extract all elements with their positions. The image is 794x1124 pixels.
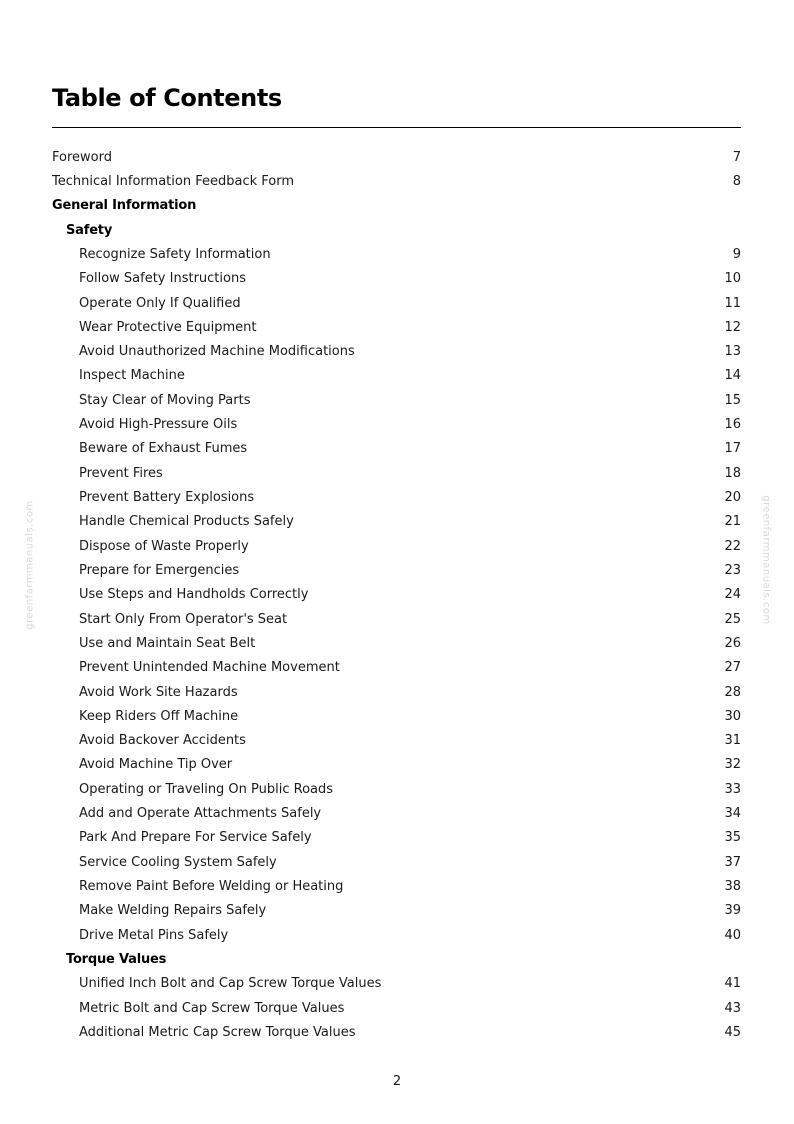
toc-entry-page-number: 21 bbox=[724, 514, 741, 530]
toc-entry[interactable] bbox=[52, 607, 741, 631]
toc-entry-label: Wear Protective Equipment bbox=[79, 319, 257, 335]
toc-entry-label: Handle Chemical Products Safely bbox=[79, 514, 294, 530]
toc-entry[interactable] bbox=[52, 364, 741, 388]
toc-entry-label: Prevent Battery Explosions bbox=[79, 490, 255, 506]
toc-entry-label: Avoid Work Site Hazards bbox=[79, 684, 238, 700]
toc-entry-label: Avoid Unauthorized Machine Modifications bbox=[79, 344, 355, 360]
toc-section-heading bbox=[52, 218, 741, 242]
toc-entry[interactable] bbox=[52, 169, 741, 193]
toc-entry-label: Additional Metric Cap Screw Torque Values bbox=[79, 1024, 356, 1040]
toc-entry-label: Recognize Safety Information bbox=[79, 246, 271, 262]
toc-entry-page-number: 8 bbox=[732, 173, 741, 189]
toc-entry[interactable] bbox=[52, 485, 741, 509]
toc-entry-page-number: 35 bbox=[724, 830, 741, 846]
toc-entry-label: Avoid Machine Tip Over bbox=[79, 757, 233, 773]
toc-entry-page-number: 24 bbox=[724, 587, 741, 603]
toc-entry-page-number: 32 bbox=[724, 757, 741, 773]
toc-entry[interactable] bbox=[52, 340, 741, 364]
toc-entry[interactable] bbox=[52, 777, 741, 801]
toc-entry-label: Keep Riders Off Machine bbox=[79, 708, 239, 724]
toc-entry-page-number: 30 bbox=[724, 708, 741, 724]
toc-entry-label: Use and Maintain Seat Belt bbox=[79, 635, 256, 651]
toc-entry[interactable] bbox=[52, 996, 741, 1020]
toc-entry-label: Unified Inch Bolt and Cap Screw Torque Values bbox=[79, 976, 382, 992]
toc-section-heading bbox=[52, 194, 741, 218]
toc-entry-page-number: 11 bbox=[724, 295, 741, 311]
toc-entry[interactable] bbox=[52, 850, 741, 874]
toc-entry[interactable] bbox=[52, 704, 741, 728]
toc-entry[interactable] bbox=[52, 972, 741, 996]
toc-entry[interactable] bbox=[52, 558, 741, 582]
toc-entry-page-number: 12 bbox=[724, 319, 741, 335]
toc-entry-page-number: 38 bbox=[724, 879, 741, 895]
toc-entry-page-number: 45 bbox=[724, 1024, 741, 1040]
toc-entry[interactable] bbox=[52, 534, 741, 558]
toc-entry-label: Technical Information Feedback Form bbox=[52, 173, 294, 189]
table-of-contents bbox=[52, 145, 741, 1045]
toc-section-heading bbox=[52, 947, 741, 971]
toc-entry-page-number: 7 bbox=[732, 149, 741, 165]
toc-entry-page-number: 34 bbox=[724, 806, 741, 822]
toc-entry-label: Use Steps and Handholds Correctly bbox=[79, 587, 309, 603]
toc-entry[interactable] bbox=[52, 437, 741, 461]
toc-entry[interactable] bbox=[52, 267, 741, 291]
toc-entry-label: Safety bbox=[66, 222, 113, 238]
toc-entry-label: Prevent Fires bbox=[79, 465, 163, 481]
toc-entry[interactable] bbox=[52, 680, 741, 704]
toc-entry-label: Beware of Exhaust Fumes bbox=[79, 441, 248, 457]
title-divider bbox=[52, 127, 741, 128]
toc-entry[interactable] bbox=[52, 242, 741, 266]
toc-entry-label: Prepare for Emergencies bbox=[79, 562, 240, 578]
toc-entry[interactable] bbox=[52, 388, 741, 412]
toc-entry-page-number: 9 bbox=[732, 246, 741, 262]
toc-entry-page-number: 27 bbox=[724, 660, 741, 676]
toc-entry-label: Remove Paint Before Welding or Heating bbox=[79, 879, 344, 895]
toc-entry[interactable] bbox=[52, 1020, 741, 1044]
toc-entry-page-number: 17 bbox=[724, 441, 741, 457]
toc-entry-label: Foreword bbox=[52, 149, 112, 165]
toc-entry[interactable] bbox=[52, 874, 741, 898]
toc-entry-label: Park And Prepare For Service Safely bbox=[79, 830, 312, 846]
toc-entry-page-number: 26 bbox=[724, 635, 741, 651]
toc-entry[interactable] bbox=[52, 510, 741, 534]
toc-entry[interactable] bbox=[52, 729, 741, 753]
toc-entry-page-number: 43 bbox=[724, 1000, 741, 1016]
watermark-left: greenfarmmanuals.com bbox=[24, 500, 36, 630]
toc-entry-page-number: 10 bbox=[724, 271, 741, 287]
toc-entry[interactable] bbox=[52, 899, 741, 923]
toc-entry-label: Metric Bolt and Cap Screw Torque Values bbox=[79, 1000, 345, 1016]
toc-entry-label: Service Cooling System Safely bbox=[79, 854, 277, 870]
toc-entry-page-number: 40 bbox=[724, 927, 741, 943]
toc-entry[interactable] bbox=[52, 412, 741, 436]
toc-entry-label: General Information bbox=[52, 198, 197, 214]
toc-entry-label: Avoid High-Pressure Oils bbox=[79, 417, 238, 433]
toc-entry[interactable] bbox=[52, 461, 741, 485]
toc-entry-label: Prevent Unintended Machine Movement bbox=[79, 660, 340, 676]
page-title: Table of Contents bbox=[52, 84, 282, 112]
toc-entry[interactable] bbox=[52, 753, 741, 777]
toc-entry-label: Add and Operate Attachments Safely bbox=[79, 806, 322, 822]
toc-entry-page-number: 13 bbox=[724, 344, 741, 360]
toc-entry-label: Follow Safety Instructions bbox=[79, 271, 246, 287]
toc-entry-page-number: 25 bbox=[724, 611, 741, 627]
toc-entry-page-number: 37 bbox=[724, 854, 741, 870]
toc-entry[interactable] bbox=[52, 656, 741, 680]
toc-entry-label: Start Only From Operator's Seat bbox=[79, 611, 288, 627]
toc-entry-page-number: 20 bbox=[724, 490, 741, 506]
toc-entry-page-number: 18 bbox=[724, 465, 741, 481]
toc-entry-page-number: 23 bbox=[724, 562, 741, 578]
toc-entry-page-number: 22 bbox=[724, 538, 741, 554]
toc-entry[interactable] bbox=[52, 291, 741, 315]
toc-entry-page-number: 28 bbox=[724, 684, 741, 700]
watermark-right: greenfarmmanuals.com bbox=[760, 495, 772, 625]
toc-entry-label: Make Welding Repairs Safely bbox=[79, 903, 267, 919]
toc-entry-page-number: 14 bbox=[724, 368, 741, 384]
page-number: 2 bbox=[392, 1074, 402, 1089]
toc-entry[interactable] bbox=[52, 583, 741, 607]
toc-entry-label: Dispose of Waste Properly bbox=[79, 538, 249, 554]
toc-entry-label: Drive Metal Pins Safely bbox=[79, 927, 229, 943]
toc-entry[interactable] bbox=[52, 631, 741, 655]
toc-entry-page-number: 41 bbox=[724, 976, 741, 992]
toc-entry[interactable] bbox=[52, 801, 741, 825]
toc-entry-page-number: 31 bbox=[724, 733, 741, 749]
toc-entry-label: Stay Clear of Moving Parts bbox=[79, 392, 251, 408]
toc-entry-page-number: 33 bbox=[724, 781, 741, 797]
toc-entry-label: Operate Only If Qualified bbox=[79, 295, 241, 311]
toc-entry-page-number: 15 bbox=[724, 392, 741, 408]
toc-entry-label: Operating or Traveling On Public Roads bbox=[79, 781, 334, 797]
toc-entry[interactable] bbox=[52, 826, 741, 850]
toc-entry[interactable] bbox=[52, 145, 741, 169]
toc-entry-label: Inspect Machine bbox=[79, 368, 185, 384]
toc-entry[interactable] bbox=[52, 315, 741, 339]
toc-entry-label: Torque Values bbox=[66, 951, 167, 967]
toc-entry[interactable] bbox=[52, 923, 741, 947]
toc-entry-page-number: 16 bbox=[724, 417, 741, 433]
toc-entry-label: Avoid Backover Accidents bbox=[79, 733, 246, 749]
toc-entry-page-number: 39 bbox=[724, 903, 741, 919]
